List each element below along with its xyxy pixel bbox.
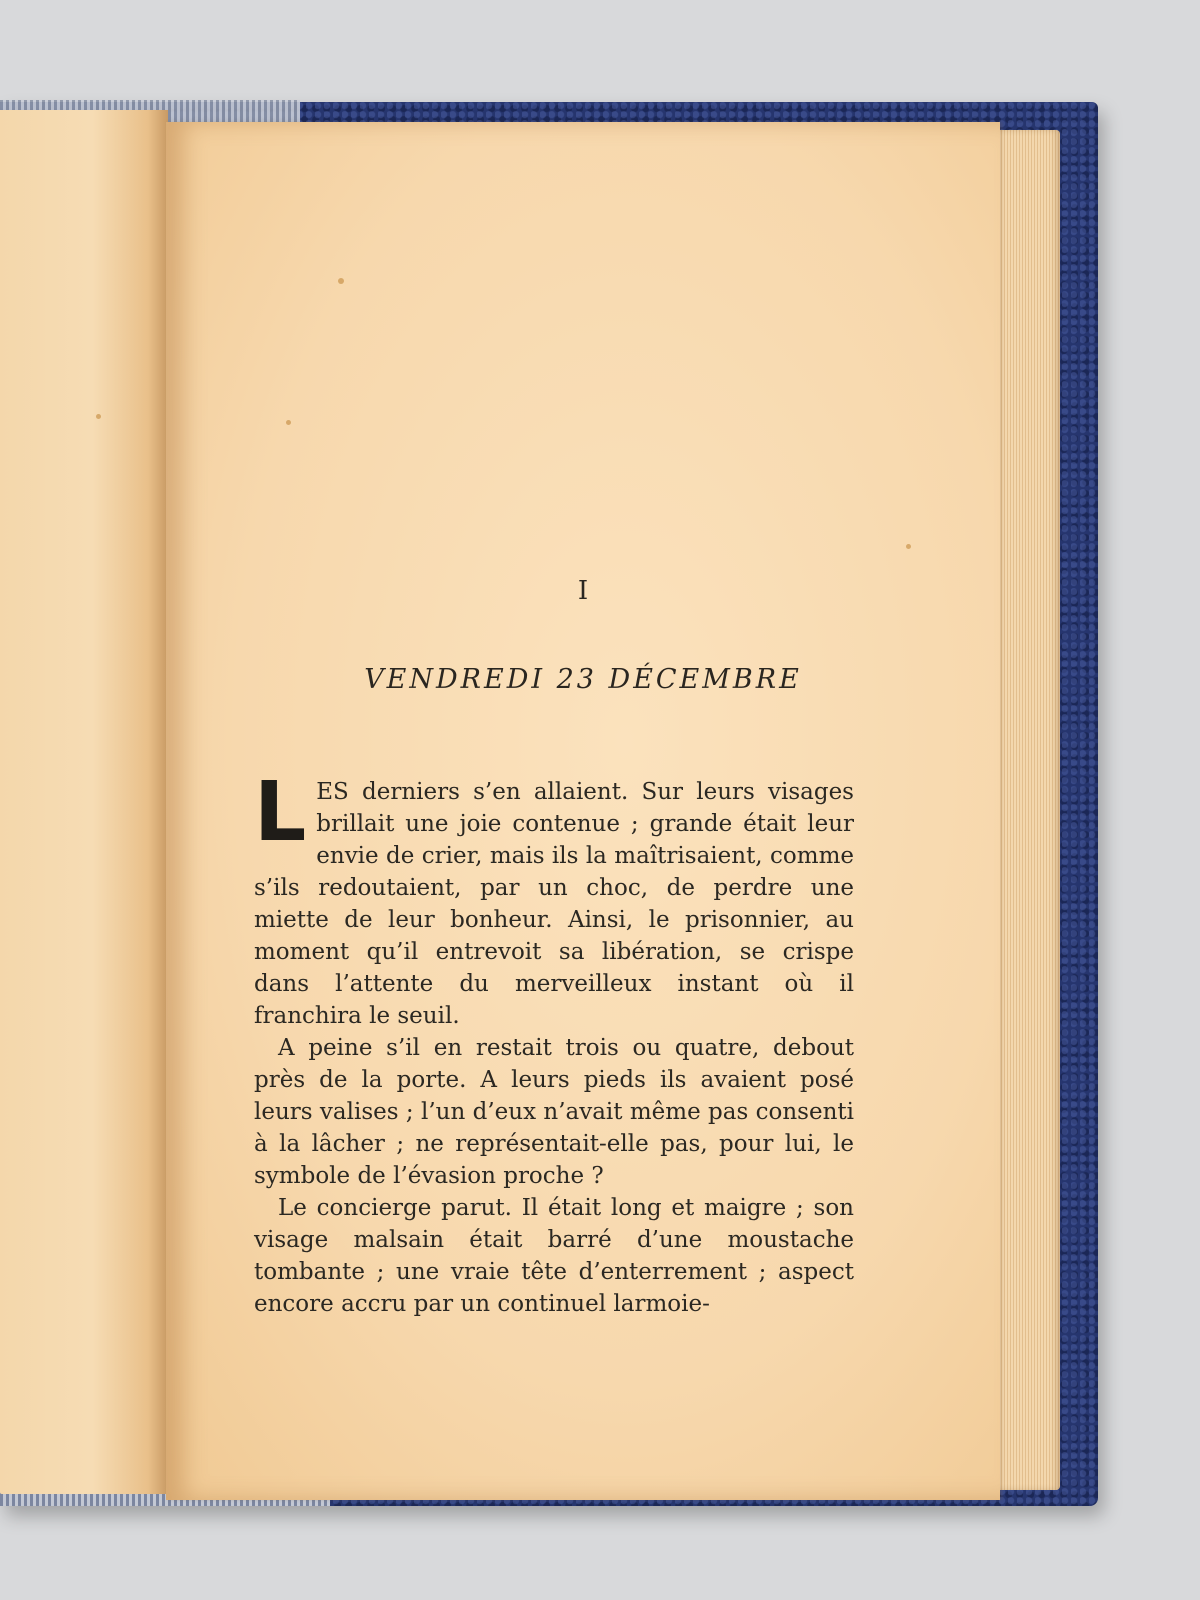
paragraph-text: ES derniers s’en allaient. Sur leurs visages brillait une joie contenue ; grande était leur envie de crier, mais ils la maîtrisaient, comme s’ils redoutaient, par un choc, de perdre une miette de leur bonheur. Ainsi, le prisonnier, au moment qu’il entrevoit sa libération, se crispe dans l’attente du merveilleux instant où il franchira le seuil.: [254, 779, 854, 1029]
paper-stain: [96, 414, 101, 419]
right-page: [166, 122, 1000, 1500]
paragraph: Le concierge parut. Il était long et maigre ; son visage malsain était barré d’une moustache tombante ; une vraie tête d’enterrement ; aspect encore accru par un continuel larmoie-: [254, 1195, 854, 1317]
paper-stain: [906, 544, 911, 549]
chapter-body: [254, 765, 854, 1320]
left-page: [0, 110, 168, 1494]
page-block-edges: [990, 130, 1060, 1490]
paragraph: A peine s’il en restait trois ou quatre, debout près de la porte. A leurs pieds ils avaient posé leurs valises ; l’un d’eux n’avait même pas consenti à la lâcher ; ne représentait-elle pas, pour lui, le symbole de l’évasion proche ?: [254, 1035, 854, 1189]
chapter-title: VENDREDI 23 DÉCEMBRE: [364, 664, 802, 695]
paper-stain: [286, 420, 291, 425]
chapter-number: I: [577, 576, 589, 606]
paragraph: [254, 765, 854, 1032]
drop-cap: L: [254, 765, 307, 860]
paper-stain: [338, 278, 344, 284]
